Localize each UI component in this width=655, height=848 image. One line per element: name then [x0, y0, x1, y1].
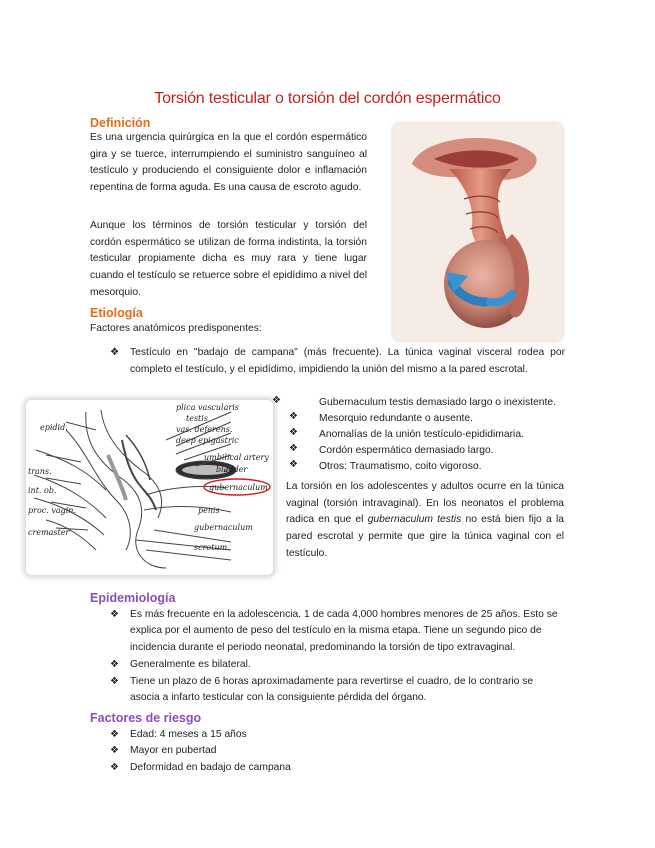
- label-bladder: bladder: [216, 465, 248, 474]
- etiologia-intro: Factores anatómicos predisponentes:: [90, 323, 262, 334]
- label-penis: penis: [198, 506, 220, 515]
- epidemiologia-bullet-2: Generalmente es bilateral.: [130, 658, 251, 670]
- label-plica: plica vascularis: [176, 403, 239, 412]
- bullet-icon: ❖: [289, 411, 298, 422]
- bullet-icon: ❖: [110, 729, 119, 740]
- label-gubernaculum-bottom: gubernaculum: [194, 523, 253, 532]
- bullet-icon: ❖: [289, 427, 298, 438]
- label-epidid: epidid.: [40, 423, 68, 432]
- bullet-icon: ❖: [110, 761, 119, 773]
- definicion-heading: Definición: [90, 116, 151, 130]
- epidemiologia-bullet-3: Tiene un plazo de 6 horas aproximadamente para revertirse el cuadro, de lo contrario se asocia a infarto testicular con la consiguiente pérdida del órgano.: [130, 676, 534, 704]
- etiologia-bullet-5: Otros: Traumatismo, coito vigoroso.: [319, 461, 482, 472]
- label-scrotum: scrotum.: [194, 543, 230, 552]
- bullet-icon: ❖: [110, 658, 119, 670]
- label-deep-epigastric: deep epigastric: [176, 436, 239, 445]
- bullet-icon: ❖: [110, 347, 120, 358]
- etiologia-heading: Etiología: [90, 306, 143, 320]
- label-int-ob: int. ob.: [28, 486, 57, 495]
- list-item: [110, 674, 565, 707]
- label-umbilical-artery: umbilical artery: [204, 453, 269, 462]
- label-trans: trans.: [28, 467, 52, 476]
- epidemiologia-list: [110, 607, 565, 707]
- list-item: [110, 743, 565, 759]
- label-gubernaculum-top: gubernaculum: [209, 483, 268, 492]
- factores-bullet-1: Edad: 4 meses a 15 años: [130, 729, 247, 740]
- badajo-text: Testículo en "badajo de campana" (más frecuente). La túnica vaginal visceral rodea por completo el testículo, y el epidídimo, impidiendo la unión del mismo a la pared escrotal.: [130, 347, 565, 375]
- bullet-icon: ❖: [289, 443, 298, 454]
- etiologia-bullet-3: Anomalías de la unión testículo-epididimaria.: [319, 429, 524, 440]
- list-item: [110, 657, 565, 673]
- list-item: [110, 760, 565, 776]
- paragraph-part-1: La torsión en los adolescentes y adultos ocurre en la túnica vaginal (torsión intravaginal). En los neonatos el problema radica en que el: [286, 481, 564, 526]
- label-cremaster: cremaster: [28, 528, 70, 537]
- gubernaculum-italic: gubernaculum testis: [367, 514, 462, 526]
- list-item: [110, 607, 565, 656]
- factores-bullet-2: Mayor en pubertad: [130, 745, 217, 757]
- epidemiologia-heading: Epidemiología: [90, 591, 176, 605]
- factores-list: [110, 727, 565, 776]
- bullet-icon: ❖: [110, 609, 119, 620]
- etiologia-bullet-2: Mesorquio redundante o ausente.: [319, 413, 473, 424]
- label-proc-vagin: proc. vagin.: [28, 506, 76, 515]
- label-testis: testis: [186, 414, 208, 423]
- bullet-icon: ❖: [272, 395, 281, 406]
- label-vas-deferens: vas. deferens.: [176, 425, 233, 434]
- definicion-paragraph-1: Es una urgencia quirúrgica en la que el cordón espermático gira y se tuerce, interrumpiendo el suministro sanguíneo al testículo y produciendo el consiguiente dolor e inflamación repentina de forma aguda. Es una causa de escroto agudo.: [90, 132, 367, 194]
- epidemiologia-bullet-1: Es más frecuente en la adolescencia. 1 de cada 4,000 hombres menores de 25 años. Esto se explica por el aumento de peso del testículo en la misma etapa. Tiene un segundo pico de incidencia durante el periodo neonatal, predominando la torsión de tipo extravaginal.: [130, 609, 558, 653]
- torsion-illustration: [394, 124, 562, 340]
- etiologia-bullet-4: Cordón espermático demasiado largo.: [319, 445, 494, 456]
- etiologia-bullet-main: [110, 345, 565, 378]
- factores-heading: Factores de riesgo: [90, 711, 202, 725]
- page-title: Torsión testicular o torsión del cordón espermático: [154, 90, 501, 107]
- etiologia-paragraph: [286, 479, 564, 563]
- bullet-icon: ❖: [110, 745, 119, 757]
- bullet-icon: ❖: [289, 459, 298, 470]
- definicion-paragraph-2: Aunque los términos de torsión testicular y torsión del cordón espermático se utilizan de forma indistinta, la torsión testicular propiamente dicha es muy rara y tiene lugar cuando el testículo se retuerce sobre el epidídimo a nivel del mesorquio.: [90, 220, 367, 298]
- torsion-illustration-svg: [394, 124, 562, 340]
- etiologia-bullet-1: Gubernaculum testis demasiado largo o inexistente.: [319, 397, 556, 408]
- paragraph-part-2: no está bien fijo a la pared escrotal y permite que gire la túnica vaginal con el testículo.: [286, 514, 565, 559]
- list-item: [110, 727, 565, 743]
- anatomy-diagram: [26, 400, 273, 575]
- bullet-icon: ❖: [110, 676, 119, 688]
- factores-bullet-3: Deformidad en badajo de campana: [130, 761, 291, 773]
- anatomy-diagram-svg: [26, 400, 273, 575]
